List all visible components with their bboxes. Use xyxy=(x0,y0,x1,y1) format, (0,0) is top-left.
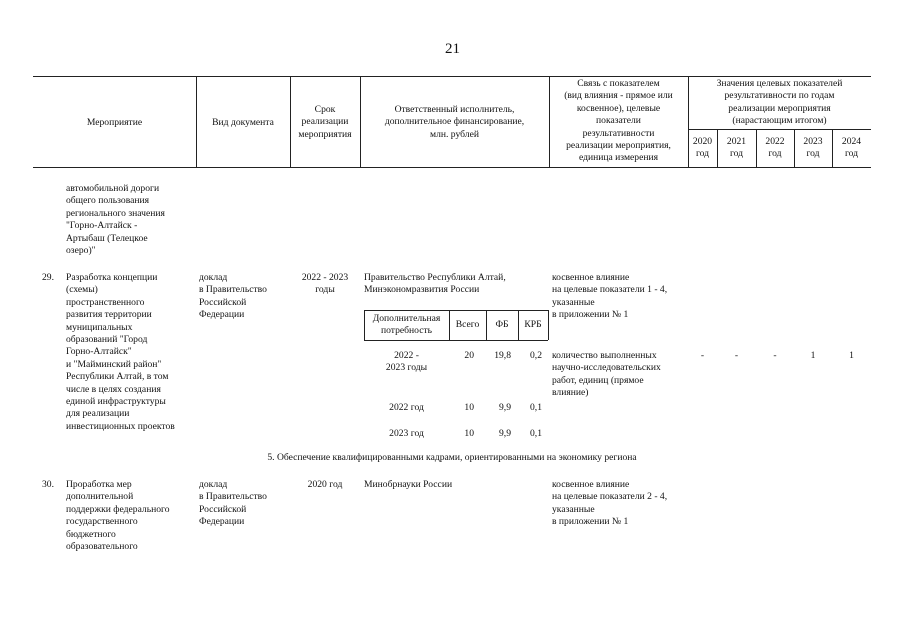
header-year: 2024 год xyxy=(841,136,862,160)
header-top-rule xyxy=(33,76,871,77)
value-2022: - xyxy=(773,350,777,361)
event-text: Проработка мер дополнительной поддержки федерального государственного бюджетного образовательного xyxy=(66,479,170,553)
link-text: косвенное влияние на целевые показатели 1 - 4, указанные в приложении № 1 xyxy=(552,272,668,321)
fin-divider xyxy=(548,310,549,340)
term: 2022 - 2023 годы xyxy=(301,272,349,296)
value-2020: - xyxy=(700,350,705,361)
header-year: 2020 год xyxy=(692,136,713,160)
fin-header: Дополнительная потребность xyxy=(372,313,441,337)
header-doc: Вид документа xyxy=(212,117,274,128)
fin-header: ФБ xyxy=(495,319,509,330)
fin-total: 10 xyxy=(464,402,474,413)
header-year: 2022 год xyxy=(765,136,785,160)
fin-krb: 0,2 xyxy=(530,350,542,361)
fin-fb: 19,8 xyxy=(494,350,511,361)
header-year: 2023 год xyxy=(803,136,823,160)
executor: Правительство Республики Алтай, Минэкономразвития России xyxy=(364,272,506,296)
document-type: доклад в Правительство Российской Федерации xyxy=(199,272,267,321)
indicator-text: количество выполненных научно-исследовательских работ, единиц (прямое влияние) xyxy=(552,350,661,399)
fin-total: 20 xyxy=(464,350,474,361)
header-exec: Ответственный исполнитель, дополнительное финансирование, млн. рублей xyxy=(384,104,525,140)
fin-fb: 9,9 xyxy=(499,402,511,413)
fin-period: 2023 год xyxy=(389,428,424,439)
executor: Минобрнауки России xyxy=(364,479,453,490)
header-bottom-rule xyxy=(33,167,871,168)
fin-header: Всего xyxy=(455,319,480,330)
header-link: Связь с показателем (вид влияния - прямое или косвенное), целевые показатели результативности реализации мероприятия, единица измерения xyxy=(564,78,673,164)
header-values: Значения целевых показателей результативности по годам реализации мероприятия (нарастающим итогом) xyxy=(716,78,843,127)
fin-krb: 0,1 xyxy=(530,402,542,413)
fin-period: 2022 - 2023 годы xyxy=(385,350,428,374)
term: 2020 год xyxy=(307,479,343,490)
header-term: Срок реализации мероприятия xyxy=(298,104,352,140)
header-event: Мероприятие xyxy=(86,117,143,128)
event-text: Разработка концепции (схемы) пространственного развития территории муниципальных образований "Город Горно-Алтайск" и "Майминский район" Республики Алтай, в том числе в целях создания единой инфраструктуры для реализации инвестиционных проектов xyxy=(66,272,175,432)
value-2021: - xyxy=(734,350,739,361)
fin-total: 10 xyxy=(464,428,474,439)
header-year: 2021 год xyxy=(726,136,747,160)
row-number: 29. xyxy=(42,272,54,283)
fin-header: КРБ xyxy=(524,319,542,330)
page-number: 21 xyxy=(445,41,460,57)
continued-event-text: автомобильной дороги общего пользования регионального значения "Горно-Алтайск - Артыбаш (Телецкое озеро)" xyxy=(66,183,165,257)
value-2024: 1 xyxy=(849,350,854,361)
section-title: 5. Обеспечение квалифицированными кадрами, ориентированными на экономику региона xyxy=(267,452,637,463)
fin-rule xyxy=(364,340,548,341)
years-divider-rule xyxy=(688,129,871,130)
link-text: косвенное влияние на целевые показатели 2 - 4, указанные в приложении № 1 xyxy=(552,479,668,528)
fin-rule xyxy=(364,310,548,311)
row-number: 30. xyxy=(42,479,54,490)
document-type: доклад в Правительство Российской Федерации xyxy=(199,479,267,528)
fin-fb: 9,9 xyxy=(499,428,511,439)
value-2023: 1 xyxy=(810,350,816,361)
fin-period: 2022 год xyxy=(389,402,424,413)
fin-krb: 0,1 xyxy=(530,428,542,439)
